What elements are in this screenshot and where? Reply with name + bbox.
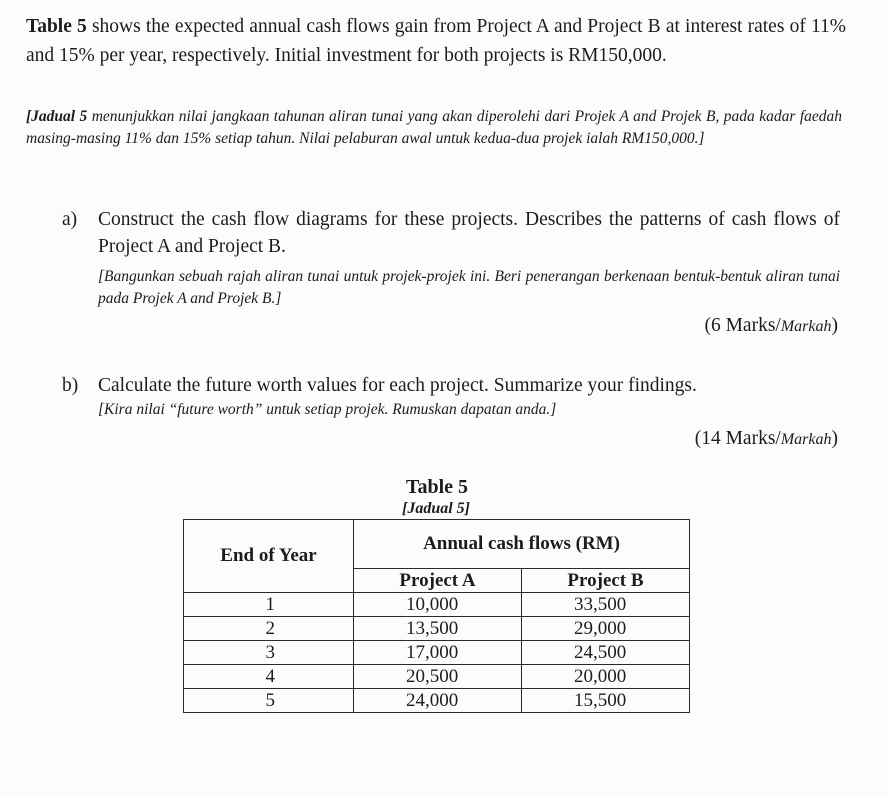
cash-flow-table [183, 519, 690, 713]
table-row [184, 665, 690, 689]
project-b-cell: 29,000 [522, 617, 690, 641]
question-b-marks: (14 Marks/Markah) [694, 428, 838, 449]
year-header: End of Year [184, 520, 354, 593]
question-a-label: a) [62, 209, 78, 230]
project-a-cell: 17,000 [354, 641, 522, 665]
question-a-text: Construct the cash flow diagrams for these projects. Describes the patterns of cash flows of Project A and Project B. [98, 209, 840, 257]
project-b-cell: 20,000 [522, 665, 690, 689]
translation-text: menunjukkan nilai jangkaan tahunan aliran tunai yang akan diperolehi dari Projek A and Projek B, pada kadar faedah masing-masing 11% dan 15% setiap tahun. Nilai pelaburan awal untuk kedua-dua projek ialah RM150,000.] [26, 108, 842, 147]
table-subtitle: [Jadual 5] [402, 500, 470, 517]
question-b-text: Calculate the future worth values for each project. Summarize your findings. [98, 375, 697, 396]
project-a-cell: 20,500 [354, 665, 522, 689]
table-row [184, 689, 690, 713]
table-row [184, 593, 690, 617]
table-reference: Table 5 [26, 16, 87, 37]
question-a-translation: [Bangunkan sebuah rajah aliran tunai untuk projek-projek ini. Beri penerangan berkenaan bentuk-bentuk aliran tunai pada Projek A and Projek B.] [98, 268, 840, 307]
year-cell: 1 [184, 593, 354, 617]
question-a-marks: (6 Marks/Markah) [704, 315, 838, 336]
year-cell: 2 [184, 617, 354, 641]
annual-cash-flows-header: Annual cash flows (RM) [354, 520, 690, 569]
intro-paragraph [26, 12, 846, 70]
question-b-translation: [Kira nilai “future worth” untuk setiap projek. Rumuskan dapatan anda.] [98, 401, 557, 418]
year-cell: 4 [184, 665, 354, 689]
table-title: Table 5 [406, 476, 469, 498]
translation-table-reference: [Jadual 5 [26, 108, 88, 125]
table-row [184, 641, 690, 665]
project-a-cell: 24,000 [354, 689, 522, 713]
project-b-cell: 24,500 [522, 641, 690, 665]
year-cell: 3 [184, 641, 354, 665]
project-a-header: Project A [354, 569, 522, 593]
project-a-cell: 10,000 [354, 593, 522, 617]
intro-translation [26, 106, 842, 150]
project-a-cell: 13,500 [354, 617, 522, 641]
table-row [184, 617, 690, 641]
year-cell: 5 [184, 689, 354, 713]
question-b-label: b) [62, 375, 79, 396]
project-b-header: Project B [522, 569, 690, 593]
project-b-cell: 15,500 [522, 689, 690, 713]
project-b-cell: 33,500 [522, 593, 690, 617]
intro-text: shows the expected annual cash flows gain from Project A and Project B at interest rates of 11% and 15% per year, respectively. Initial investment for both projects is RM150,000. [26, 16, 846, 66]
